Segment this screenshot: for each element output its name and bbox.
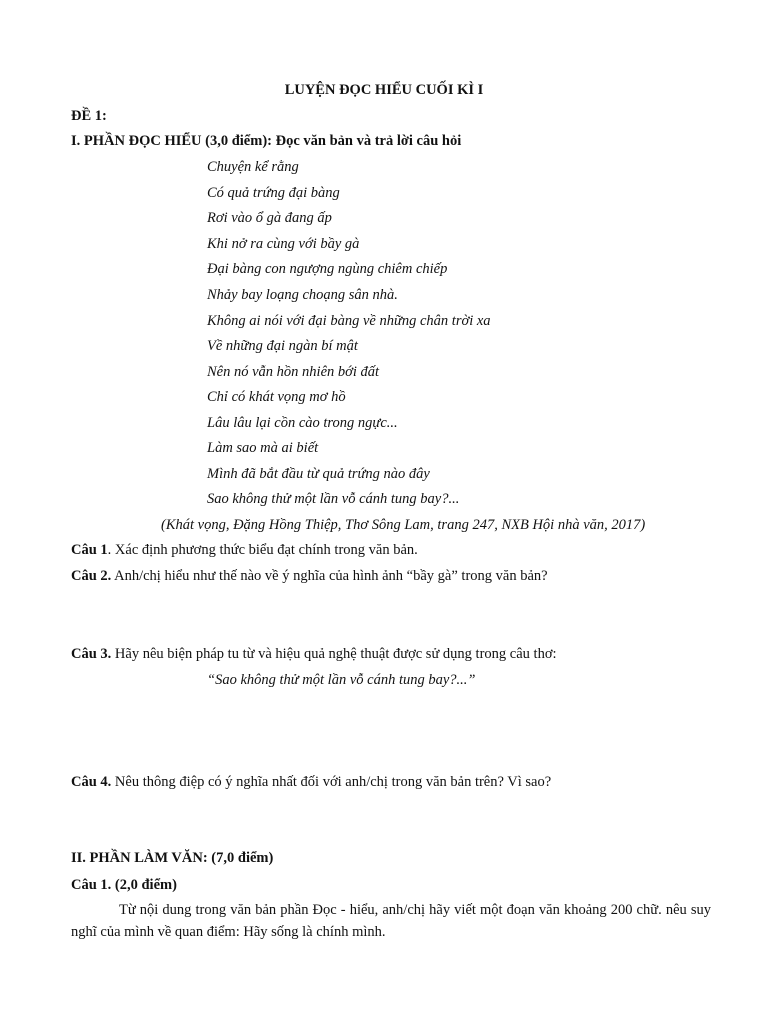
poem-line: Đại bàng con ngượng ngùng chiêm chiếp — [207, 261, 448, 277]
question-label: Câu 2. — [71, 568, 112, 584]
poem-source: (Khát vọng, Đặng Hồng Thiệp, Thơ Sông Lam, trang 247, NXB Hội nhà văn, 2017) — [161, 517, 646, 533]
poem-line: Sao không thử một lần vỗ cánh tung bay?... — [207, 491, 460, 507]
poem-line: Rơi vào ổ gà đang ấp — [207, 210, 332, 226]
poem-line: Chỉ có khát vọng mơ hồ — [207, 389, 346, 405]
poem-line: Chuyện kể rằng — [207, 159, 299, 175]
poem-line: Mình đã bắt đầu từ quả trứng nào đây — [207, 466, 430, 482]
poem-line: Về những đại ngàn bí mật — [207, 338, 358, 354]
question-label: Câu 4. — [71, 774, 112, 790]
poem-line: Có quả trứng đại bàng — [207, 185, 340, 201]
part2-question-1-heading: Câu 1. (2,0 điểm) — [71, 877, 177, 893]
question-text: Nêu thông điệp có ý nghĩa nhất đối với anh/chị trong văn bản trên? Vì sao? — [111, 774, 552, 790]
question-label: Câu 3. — [71, 646, 112, 662]
part2-heading: II. PHẦN LÀM VĂN: (7,0 điểm) — [71, 850, 274, 866]
question-text: . Xác định phương thức biểu đạt chính trong văn bản. — [107, 542, 418, 558]
part1-heading-bold: I. PHẦN ĐỌC HIỂU (3,0 điểm) — [71, 133, 268, 149]
poem-line: Không ai nói với đại bàng về những chân trời xa — [207, 313, 491, 329]
poem-line: Nhảy bay loạng choạng sân nhà. — [207, 287, 398, 303]
exam-label: ĐỀ 1: — [71, 108, 107, 124]
question-text: Hãy nêu biện pháp tu từ và hiệu quả nghệ thuật được sử dụng trong câu thơ: — [111, 646, 557, 662]
question-3-quote: “Sao không thử một lần vỗ cánh tung bay?...” — [207, 672, 476, 688]
question-label: Câu 1 — [71, 542, 108, 558]
question-1 — [71, 541, 418, 559]
poem-line: Khi nở ra cùng với bầy gà — [207, 236, 360, 252]
question-text: Anh/chị hiểu như thế nào về ý nghĩa của hình ảnh “bầy gà” trong văn bản? — [111, 568, 548, 584]
poem-line: Lâu lâu lại cồn cào trong ngực... — [207, 415, 398, 431]
question-2 — [71, 567, 548, 585]
part2-question-1-text: Từ nội dung trong văn bản phần Đọc - hiểu, anh/chị hãy viết một đoạn văn khoảng 200 chữ. nêu suy nghĩ của mình về quan điểm: Hãy sống là chính mình. — [71, 902, 711, 940]
question-4 — [71, 773, 551, 791]
poem-line: Nên nó vẫn hồn nhiên bới đất — [207, 364, 380, 380]
poem-line: Làm sao mà ai biết — [207, 440, 319, 456]
document-title: LUYỆN ĐỌC HIỂU CUỐI KÌ I — [284, 82, 484, 98]
question-3 — [71, 645, 557, 663]
part1-heading-rest: : Đọc văn bản và trả lời câu hỏi — [267, 133, 462, 149]
part1-heading — [71, 132, 461, 150]
